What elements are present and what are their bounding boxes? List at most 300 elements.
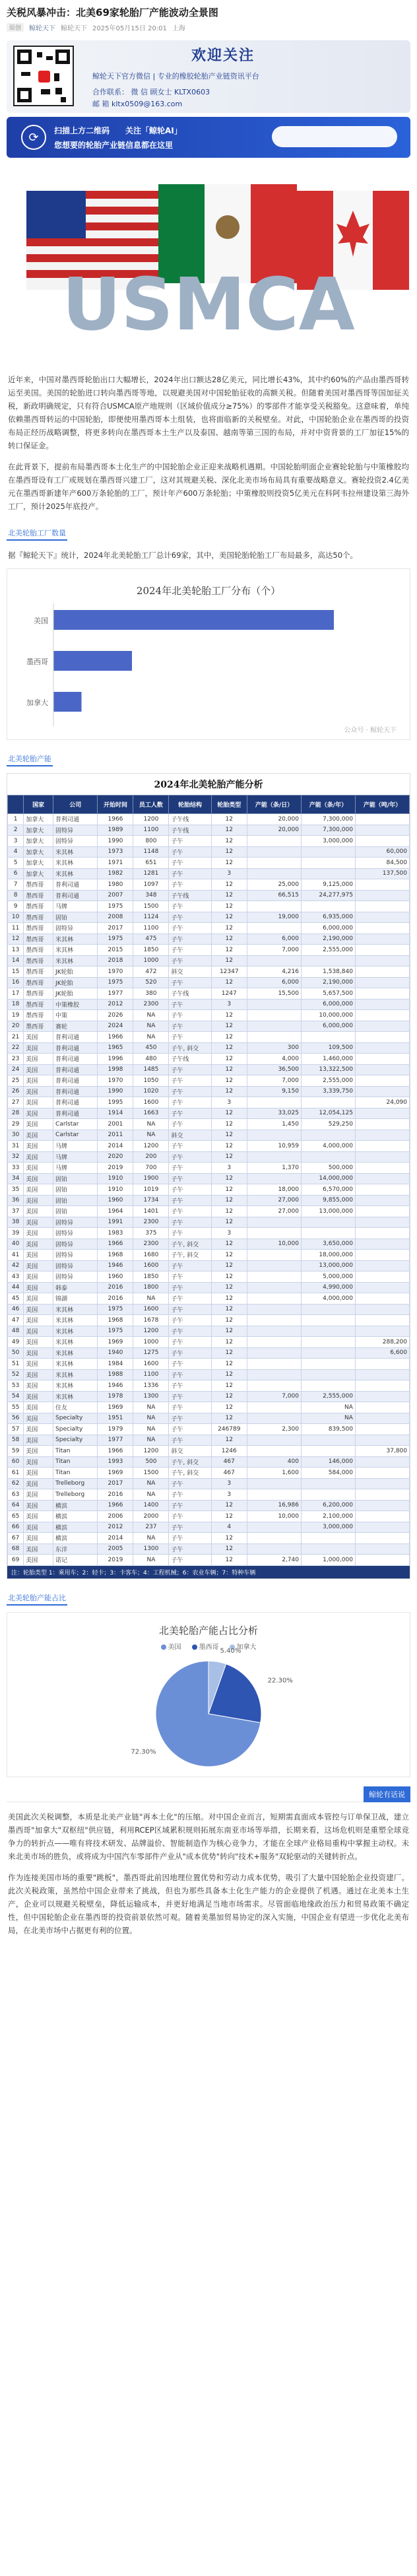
table-cell: 1993 [98, 1456, 133, 1468]
table-cell [355, 1173, 409, 1184]
table-header-cell: 产能（吨/年） [355, 796, 409, 814]
table-cell: 子午 [169, 1119, 211, 1130]
table-header-cell: 轮胎类型 [211, 796, 247, 814]
table-cell: 17 [8, 988, 24, 1000]
table-cell: 子午 [169, 1380, 211, 1392]
table-cell: 固铂 [53, 1184, 98, 1196]
table-cell: 1969 [98, 1337, 133, 1348]
table-cell: 子午 [169, 1271, 211, 1283]
table-cell: 1678 [133, 1315, 169, 1326]
table-header-cell [8, 796, 24, 814]
table-cell: 美国 [24, 1086, 53, 1097]
table-cell: 2000 [133, 1511, 169, 1522]
table-cell: 2014 [98, 1533, 133, 1544]
table-cell: 1485 [133, 1064, 169, 1075]
table-row [8, 858, 410, 869]
table-cell: 美国 [24, 1456, 53, 1468]
table-cell: 10,000 [247, 1511, 301, 1522]
table-row [8, 1173, 410, 1184]
table-row [8, 1293, 410, 1305]
bar-0 [53, 610, 334, 630]
table-row [8, 1359, 410, 1370]
table-cell: 12 [211, 955, 247, 966]
table-cell [247, 1369, 301, 1380]
table-cell: 59 [8, 1446, 24, 1457]
table-cell: 1966 [98, 814, 133, 825]
table-row [8, 825, 410, 836]
table-cell: 9,125,000 [301, 879, 355, 891]
table-row [8, 1075, 410, 1087]
table-cell: 37,800 [355, 1446, 409, 1457]
table-cell: 子午 [169, 1173, 211, 1184]
table-cell: 66 [8, 1522, 24, 1533]
table-cell [355, 1108, 409, 1119]
table-cell: 普利司通 [53, 1054, 98, 1065]
table-cell: 44 [8, 1282, 24, 1293]
table-cell: 55 [8, 1402, 24, 1413]
paragraph-4: 美国此次关税调整，本质是北美产业链"再本土化"的压缩。对中国企业而言，短期需直面成本管控与订单保卫战，建立墨西哥"加拿大"双枢纽"供应链，利用RCEP区域累积规则拓展东南亚市场等举措，长期来看，这场危机则是重塑全球竞争力的转折点——唯有将技术研发、品牌溢价、智能制造作为核心竞争力，才能在全球产业格局重构中掌握主动权。未来北美市场的胜负，或将成为中国汽车零部件产业从"成本优势"转向"技术+服务"双轮驱动的关键转折点。 [8, 1812, 409, 1861]
table-cell: 16 [8, 977, 24, 988]
table-cell: 12 [211, 933, 247, 945]
table-cell [247, 1489, 301, 1501]
table-cell: 2007 [98, 890, 133, 901]
table-cell: 1966 [98, 1032, 133, 1043]
table-cell [355, 1119, 409, 1130]
table-cell: 子午 [169, 1315, 211, 1326]
table-cell [247, 1130, 301, 1141]
table-cell: 12 [211, 1260, 247, 1271]
follow-banner [7, 40, 410, 113]
table-cell: 美国 [24, 1478, 53, 1489]
table-cell: 36 [8, 1195, 24, 1206]
table-cell: 子午 [169, 1500, 211, 1511]
table-cell: 1663 [133, 1108, 169, 1119]
table-row [8, 1119, 410, 1130]
table-cell: 57 [8, 1424, 24, 1435]
table-cell: 22 [8, 1042, 24, 1054]
table-cell [355, 988, 409, 1000]
table-cell: 住友 [53, 1402, 98, 1413]
table-cell: NA [133, 1010, 169, 1021]
table-cell: 2,555,000 [301, 1391, 355, 1402]
table-cell: 500 [133, 1456, 169, 1468]
table-cell [247, 836, 301, 847]
table-cell: 4,990,000 [301, 1282, 355, 1293]
table-cell: 1900 [133, 1173, 169, 1184]
table-cell [355, 1042, 409, 1054]
table-cell: 1,450 [247, 1119, 301, 1130]
table-cell: 12 [211, 912, 247, 923]
table-cell: 1973 [98, 846, 133, 858]
qr-code-icon[interactable] [13, 46, 74, 106]
table-cell: 53 [8, 1380, 24, 1392]
table-cell: 1966 [98, 1238, 133, 1250]
table-title: 2024年北美轮胎产能分析 [7, 774, 410, 795]
table-cell: 1960 [98, 1271, 133, 1283]
table-cell [355, 1130, 409, 1141]
table-cell: 墨西哥 [24, 912, 53, 923]
table-cell: 1734 [133, 1195, 169, 1206]
table-cell: NA [133, 1402, 169, 1413]
table-cell: 米其林 [53, 1391, 98, 1402]
comment-label: 鲸轮有话说 [364, 1786, 410, 1802]
table-cell: 9 [8, 901, 24, 912]
table-cell [355, 814, 409, 825]
table-cell: 380 [133, 988, 169, 1000]
table-cell: 1 [8, 814, 24, 825]
table-cell: 米其林 [53, 1315, 98, 1326]
table-cell: 14 [8, 955, 24, 966]
table-cell: 1200 [133, 1141, 169, 1152]
table-cell [355, 1271, 409, 1283]
table-cell: 美国 [24, 1304, 53, 1315]
pie-chart-title: 北美轮胎产能占比分析 [158, 1624, 258, 1637]
table-cell [355, 1391, 409, 1402]
table-cell: 子午 [169, 901, 211, 912]
table-header-cell: 开始时间 [98, 796, 133, 814]
legend-label: 墨西哥 [199, 1643, 219, 1651]
table-cell [355, 1151, 409, 1163]
table-row [8, 1304, 410, 1315]
table-row [8, 1064, 410, 1075]
table-cell: 12 [211, 836, 247, 847]
table-cell: 子午 [169, 868, 211, 879]
table-cell: 美国 [24, 1424, 53, 1435]
table-cell: 固特异 [53, 923, 98, 934]
table-row [8, 1446, 410, 1457]
table-cell: 2017 [98, 923, 133, 934]
paragraph-5: 作为连接美国市场的重要"跳板"，墨西哥此前因地理位置优势和劳动力成本优势，吸引了大量中国轮胎企业投资建厂。此次关税政策，虽然给中国企业带来了挑战，但也为那些具备本土化生产能力的企业提供了机遇。通过在北美本土生产，企业可以规避关税壁垒，降低运输成本，并更好地满足当地市场需求。尽管面临地缘政治压力和贸易政策不确定性，但中国轮胎企业在墨西哥的投资前景依然可观。随着美墨加贸易协定的深入实施，中国企业有望进一步优化北美布局，在北美市场中占据更有利的位置。 [8, 1872, 409, 1935]
table-cell [355, 1163, 409, 1174]
table-cell: 4 [8, 846, 24, 858]
table-cell [355, 1359, 409, 1370]
table-cell: 24 [8, 1064, 24, 1075]
table-cell: 美国 [24, 1054, 53, 1065]
table-cell: 美国 [24, 1500, 53, 1511]
table-cell: 1097 [133, 879, 169, 891]
table-cell: 12 [211, 1555, 247, 1566]
table-cell [247, 1228, 301, 1239]
table-cell: 200 [133, 1151, 169, 1163]
table-row [8, 1468, 410, 1479]
table-cell: 12 [211, 1173, 247, 1184]
table-cell: 12 [211, 1413, 247, 1424]
table-cell [301, 846, 355, 858]
table-cell: 7,000 [247, 1075, 301, 1087]
table-cell: 美国 [24, 1119, 53, 1130]
table-cell: 12 [211, 1054, 247, 1065]
table-cell: 子午 [169, 1391, 211, 1402]
table-cell: 2024 [98, 1021, 133, 1032]
table-cell: 美国 [24, 1195, 53, 1206]
table-cell: 3,000,000 [301, 1522, 355, 1533]
table-cell: 1,000,000 [301, 1555, 355, 1566]
table-cell: 美国 [24, 1032, 53, 1043]
table-cell: 8 [8, 890, 24, 901]
table-cell: Titan [53, 1456, 98, 1468]
table-cell: 子午 [169, 912, 211, 923]
table-cell: 美国 [24, 1260, 53, 1271]
table-cell: 美国 [24, 1522, 53, 1533]
table-cell: 12 [8, 933, 24, 945]
table-cell [247, 1478, 301, 1489]
table-row [8, 1097, 410, 1108]
table-cell [355, 1315, 409, 1326]
table-cell: 美国 [24, 1184, 53, 1196]
table-cell: 68 [8, 1543, 24, 1555]
table-cell: 1850 [133, 1271, 169, 1283]
table-cell: 诺记 [53, 1555, 98, 1566]
table-cell: 马牌 [53, 1151, 98, 1163]
table-cell: 中策 [53, 1010, 98, 1021]
table-cell: 62 [8, 1478, 24, 1489]
table-cell: 2008 [98, 912, 133, 923]
article-meta [0, 20, 417, 36]
table-cell [301, 955, 355, 966]
table-cell: 2300 [133, 1238, 169, 1250]
table-cell: 子午 [169, 858, 211, 869]
table-row [8, 1108, 410, 1119]
table-cell: NA [133, 1489, 169, 1501]
legend-swatch [161, 1644, 166, 1650]
table-cell: 1951 [98, 1413, 133, 1424]
table-cell: 2011 [98, 1130, 133, 1141]
table-cell: 3 [211, 1489, 247, 1501]
table-row [8, 977, 410, 988]
table-cell: 12 [211, 1391, 247, 1402]
table-cell: 1600 [133, 1359, 169, 1370]
table-cell: 美国 [24, 1359, 53, 1370]
table-cell: 固特异 [53, 1228, 98, 1239]
table-cell [355, 1217, 409, 1228]
table-cell: 39 [8, 1228, 24, 1239]
table-cell: 2016 [98, 1489, 133, 1501]
table-cell: 6,200,000 [301, 1500, 355, 1511]
search-pill[interactable] [272, 126, 397, 147]
table-cell [355, 836, 409, 847]
table-cell [355, 1304, 409, 1315]
table-cell: 固特异 [53, 836, 98, 847]
table-cell: 6,000,000 [301, 923, 355, 934]
table-row [8, 1042, 410, 1054]
table-cell [355, 1533, 409, 1544]
table-cell [247, 1097, 301, 1108]
table-cell: 2005 [98, 1543, 133, 1555]
table-cell [247, 1021, 301, 1032]
table-cell [301, 1446, 355, 1457]
table-cell: 529,250 [301, 1119, 355, 1130]
table-cell: 美国 [24, 1064, 53, 1075]
table-header-cell: 公司 [53, 796, 98, 814]
table-cell: 1100 [133, 923, 169, 934]
table-cell: 美国 [24, 1326, 53, 1337]
table-cell: 美国 [24, 1435, 53, 1446]
table-cell: 700 [133, 1163, 169, 1174]
table-cell: 1600 [133, 1304, 169, 1315]
table-cell: 109,500 [301, 1042, 355, 1054]
table-cell [301, 1304, 355, 1315]
table-cell: 2020 [98, 1151, 133, 1163]
table-cell [355, 1293, 409, 1305]
table-cell [247, 846, 301, 858]
table-cell: 1910 [98, 1173, 133, 1184]
table-cell: 10,959 [247, 1141, 301, 1152]
table-cell: 12347 [211, 966, 247, 978]
table-cell: 13 [8, 945, 24, 956]
table-cell: 12 [211, 1304, 247, 1315]
table-cell [355, 999, 409, 1010]
table-cell: 4,000 [247, 1054, 301, 1065]
table-cell: 42 [8, 1260, 24, 1271]
table-row [8, 1435, 410, 1446]
table-cell: 26 [8, 1086, 24, 1097]
table-cell [355, 1500, 409, 1511]
table-cell [301, 1489, 355, 1501]
flag-illustration [7, 164, 410, 362]
table-cell: 1,460,000 [301, 1054, 355, 1065]
table-cell: 米其林 [53, 1369, 98, 1380]
table-cell: 12,054,125 [301, 1108, 355, 1119]
table-cell: 子午 [169, 1435, 211, 1446]
table-cell: Carlstar [53, 1130, 98, 1141]
account-link[interactable]: 鲸轮天下 [29, 25, 56, 32]
table-cell [247, 858, 301, 869]
table-cell: 32 [8, 1151, 24, 1163]
table-cell: 加拿大 [24, 814, 53, 825]
table-cell [301, 868, 355, 879]
table-cell: 1975 [98, 1304, 133, 1315]
legend-label: 加拿大 [236, 1643, 257, 1651]
table-cell: 12 [211, 1141, 247, 1152]
table-cell: 12 [211, 1337, 247, 1348]
table-cell: 2026 [98, 1010, 133, 1021]
table-cell [301, 1380, 355, 1392]
table-cell: 美国 [24, 1206, 53, 1217]
table-cell [301, 1151, 355, 1163]
table-cell: 1979 [98, 1424, 133, 1435]
table-cell [247, 923, 301, 934]
table-cell: 子午 [169, 923, 211, 934]
table-cell: 375 [133, 1228, 169, 1239]
table-cell: 1968 [98, 1250, 133, 1261]
table-cell: 1910 [98, 1184, 133, 1196]
table-cell: 子午 [169, 1359, 211, 1370]
table-cell: NA [133, 1413, 169, 1424]
usmca-flag-image [7, 164, 410, 362]
table-row [8, 988, 410, 1000]
table-cell: 43 [8, 1271, 24, 1283]
table-cell: 54 [8, 1391, 24, 1402]
table-cell [355, 1086, 409, 1097]
table-cell: 加拿大 [24, 836, 53, 847]
table-row [8, 1337, 410, 1348]
table-cell: 1124 [133, 912, 169, 923]
table-cell: 子午 [169, 1108, 211, 1119]
table-cell: 35 [8, 1184, 24, 1196]
table-cell: 29 [8, 1119, 24, 1130]
table-cell: 米其林 [53, 1359, 98, 1370]
table-cell: 固铂 [53, 1195, 98, 1206]
table-row [8, 1478, 410, 1489]
table-cell: 10 [8, 912, 24, 923]
table-cell: 赛轮 [53, 1021, 98, 1032]
table-cell [355, 1489, 409, 1501]
table-cell: 普利司通 [53, 1097, 98, 1108]
table-cell [247, 1435, 301, 1446]
table-cell: 60,000 [355, 846, 409, 858]
scan-icon: ⟳ [21, 125, 46, 150]
table-cell: 美国 [24, 1468, 53, 1479]
table-cell: 1975 [98, 901, 133, 912]
table-row [8, 1522, 410, 1533]
table-cell: 1998 [98, 1064, 133, 1075]
table-cell: 12 [211, 890, 247, 901]
table-cell: 子午 [169, 1260, 211, 1271]
table-cell: 子午 [169, 945, 211, 956]
table-cell: 美国 [24, 1380, 53, 1392]
table-cell: Trelleborg [53, 1478, 98, 1489]
table-cell: 400 [247, 1456, 301, 1468]
table-cell [355, 879, 409, 891]
table-header-cell: 产能（条/日） [247, 796, 301, 814]
table-cell: 14,000,000 [301, 1173, 355, 1184]
table-cell: 东洋 [53, 1543, 98, 1555]
table-cell: 美国 [24, 1347, 53, 1359]
table-cell [301, 901, 355, 912]
table-cell: 12 [211, 1511, 247, 1522]
table-cell: 1000 [133, 1337, 169, 1348]
table-cell: 韩泰 [53, 1282, 98, 1293]
table-cell [355, 1260, 409, 1271]
table-row [8, 1086, 410, 1097]
table-cell [247, 868, 301, 879]
table-cell [301, 1130, 355, 1141]
table-cell: 61 [8, 1468, 24, 1479]
table-cell: 美国 [24, 1228, 53, 1239]
table-cell: 普利司通 [53, 1042, 98, 1054]
table-cell: 墨西哥 [24, 1010, 53, 1021]
table-cell: NA [133, 1478, 169, 1489]
table-row [8, 945, 410, 956]
table-cell: 800 [133, 836, 169, 847]
table-header-cell: 产能（条/年） [301, 796, 355, 814]
table-cell [247, 1446, 301, 1457]
table-cell: 40 [8, 1238, 24, 1250]
table-cell: 18,000 [247, 1184, 301, 1196]
table-cell: 12 [211, 1032, 247, 1043]
table-cell: Titan [53, 1468, 98, 1479]
table-cell: 472 [133, 966, 169, 978]
table-cell: 1200 [133, 814, 169, 825]
table-cell: 12 [211, 1238, 247, 1250]
table-cell: 固特异 [53, 1250, 98, 1261]
table-row [8, 1424, 410, 1435]
table-cell: 美国 [24, 1511, 53, 1522]
table-cell: 子午 [169, 1184, 211, 1196]
paragraph-2: 在此背景下，提前布局墨西哥本土化生产的中国轮胎企业正迎来战略机遇期。中国轮胎明面企业赛轮轮胎与中策橡胶均在墨西哥设有工厂或规划在墨西哥兴建工厂，这对其规避关税、深化北美市场布局具有重要战略意义。赛轮投资2.4亿美元在墨西哥新建年产600万条轮胎的工厂，预计年产600万条轮胎；中策橡胶则投资5亿美元在科阿韦拉州建设第三海外工厂，预计2025年底投产。 [8, 462, 409, 511]
table-row [8, 1326, 410, 1337]
table-cell [355, 1555, 409, 1566]
table-cell: 137,500 [355, 868, 409, 879]
table-cell: 斜交 [169, 1446, 211, 1457]
table-cell: 47 [8, 1315, 24, 1326]
table-row [8, 1260, 410, 1271]
paragraph-1: 近年来，中国对墨西哥轮胎出口大幅增长，2024年出口额达28亿美元，同比增长43%，其中约60%的产品由墨西哥转运至美国。美国的轮胎进口转向墨西哥等地，以规避美国对中国轮胎征收的高额关税。但随着美国对墨西哥等国加征关税，新政明确规定，只有符合USMCA原产地规则（区域价值成分≥75%）的零部件才能享受关税豁免。这意味着，单纯依赖墨西哥转运的中国轮胎，即便使用墨西哥本土组装，也将面临新的关税壁垒。对此，中国轮胎企业在墨西哥的投资布局正经历战略调整，将更多转向在墨西哥本土生产以及泰国、越南等第三国的布局，并对中资背景的工厂加征15%的转口保证金。 [8, 375, 409, 450]
table-cell [247, 1173, 301, 1184]
table-cell: 米其林 [53, 1347, 98, 1359]
table-cell: 普利司通 [53, 890, 98, 901]
table-row [8, 1456, 410, 1468]
